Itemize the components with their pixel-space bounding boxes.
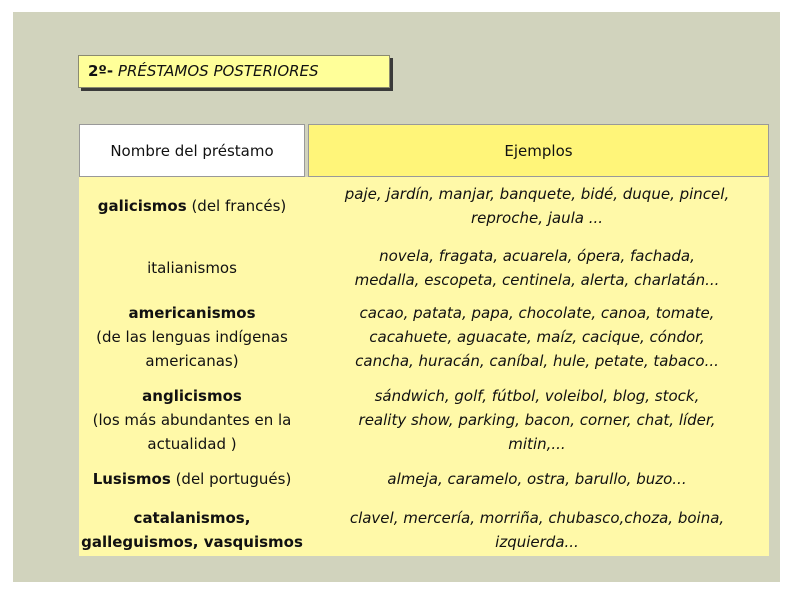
loan-name-rest: (del francés) [191, 197, 287, 215]
examples-line: clavel, mercería, morriña, chubasco,choza, boina, [349, 509, 725, 527]
loan-name-bold: americanismos [128, 304, 256, 322]
loan-examples [305, 467, 769, 491]
table-row [79, 382, 769, 458]
loan-name-bold: galicismos [97, 197, 187, 215]
loan-name [79, 506, 305, 554]
examples-line: medalla, escopeta, centinela, alerta, charlatán... [354, 271, 720, 289]
examples-line: mitin,... [508, 435, 566, 453]
examples-line: reproche, jaula ... [470, 209, 604, 227]
examples-line: paje, jardín, manjar, banquete, bidé, duque, pincel, [344, 185, 730, 203]
slide-background [13, 12, 780, 582]
loan-name [79, 301, 305, 373]
loan-examples [305, 301, 769, 373]
loanwords-table [79, 124, 769, 556]
loan-name-rest: italianismos [147, 259, 237, 277]
loan-name-line: (los más abundantes en la [92, 411, 292, 429]
section-number: 2º- [88, 62, 114, 80]
loan-name-line: americanas) [145, 352, 239, 370]
loan-name-line: (de las lenguas indígenas [96, 328, 288, 346]
loan-name-rest: (del portugués) [175, 470, 292, 488]
loan-examples [305, 244, 769, 292]
examples-line: cacahuete, aguacate, maíz, cacique, cóndor, [369, 328, 705, 346]
examples-line: novela, fragata, acuarela, ópera, fachada, [379, 247, 695, 265]
examples-line: almeja, caramelo, ostra, barullo, buzo... [387, 470, 687, 488]
section-title-text: PRÉSTAMOS POSTERIORES [117, 62, 319, 80]
loan-name-line: galleguismos, vasquismos [81, 533, 303, 551]
table-row [79, 242, 769, 294]
examples-line: cacao, patata, papa, chocolate, canoa, tomate, [359, 304, 715, 322]
section-title [78, 55, 390, 88]
loan-name [79, 194, 305, 218]
header-name: Nombre del préstamo [79, 124, 305, 177]
examples-line: cancha, huracán, caníbal, hule, petate, tabaco... [355, 352, 719, 370]
loan-examples [305, 182, 769, 230]
examples-line: reality show, parking, bacon, corner, chat, líder, [358, 411, 716, 429]
table-row [79, 464, 769, 494]
table-row [79, 504, 769, 556]
loan-name-line: actualidad ) [147, 435, 237, 453]
table-row [79, 299, 769, 375]
examples-line: sándwich, golf, fútbol, voleibol, blog, stock, [374, 387, 700, 405]
loan-name [79, 467, 305, 491]
loan-examples [305, 384, 769, 456]
loan-name-bold: Lusismos [92, 470, 171, 488]
loan-name-bold: catalanismos, [133, 509, 251, 527]
loan-name-bold: anglicismos [142, 387, 242, 405]
loan-examples [305, 506, 769, 554]
table-row [79, 180, 769, 232]
header-examples: Ejemplos [308, 124, 769, 177]
loan-name [79, 384, 305, 456]
loan-name [79, 256, 305, 280]
examples-line: izquierda... [495, 533, 579, 551]
